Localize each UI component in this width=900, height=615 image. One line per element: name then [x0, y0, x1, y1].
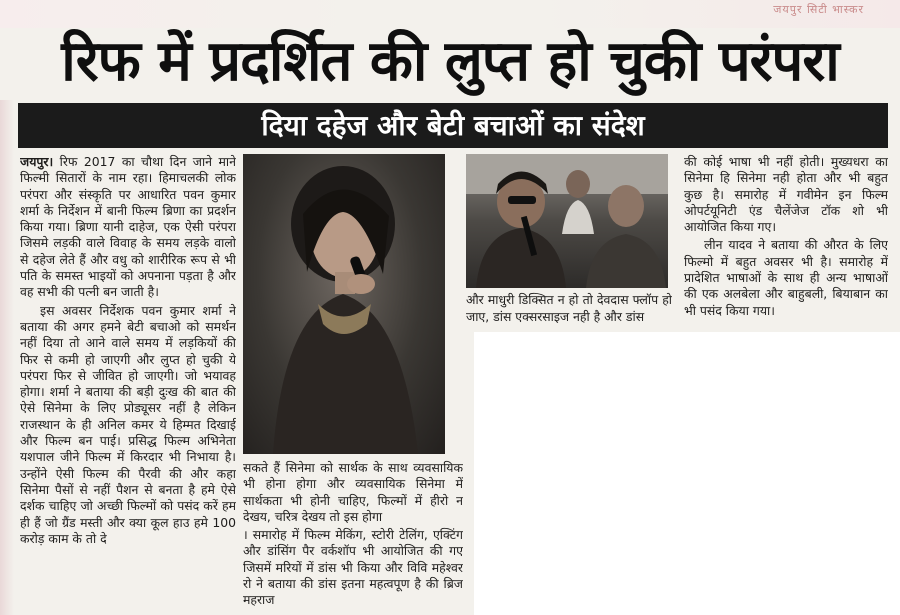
- photo2-illustration: [466, 154, 668, 288]
- article-column-3: [684, 154, 888, 326]
- column3-paragraph-1: की कोई भाषा भी नहीं होती। मुख्यधरा का सिनेमा हि सिनेमा नही होता और भी बहुत कुछ है। समारोह में गवीमेन इन फिल्म ओपर्टयूनिटी एंड चैलेंजेज टॉक शो भी आयोजित किया गए।: [684, 154, 888, 235]
- article-column-1: [20, 154, 236, 615]
- headline: रिफ में प्रदर्शित की लुप्त हो चुकी परंपरा: [61, 29, 839, 94]
- man-speaking-at-panel-photo: [466, 154, 668, 288]
- corner-section-label: जयपुर सिटी भास्कर: [773, 3, 864, 16]
- dateline: जयपुर।: [20, 154, 54, 169]
- column2-paragraph-1: सकते हैं सिनेमा को सार्थक के साथ व्यवसायिक भी होना होगा और व्यवसायिक सिनेमा में सार्थकता भी होनी चाहिए, फिल्मों में हीरो न देखय, चरित्र देखय तो इस होगा: [243, 460, 463, 524]
- photo1-illustration: [243, 154, 445, 454]
- subheadline-bar: दिया दहेज और बेटी बचाओं का संदेश: [18, 103, 888, 148]
- column1-paragraph-1: [20, 154, 236, 301]
- column3-paragraph-2: लीन यादव ने बताया की औरत के लिए फिल्मो में बहुत अवसर भी है। समारोह में प्रादेशित भाषाओं के साथ ही अन्य भाषाओं की एक अलबेला और बाहुबली, बियाबान का भी पसंद किया गया।: [684, 237, 888, 318]
- column1-paragraph-2: इस अवसर निर्देशक पवन कुमार शर्मा ने बताया की अगर हमने बेटी बचाओ को समर्थन नहीं दिया तो आने वाले समय में लड़कियों की फिर से कमी हो जाएगी और लुप्त हो चुकी ये परंपरा फिर से जीवित हो जाएगी। जो भयावह होगा। शर्मा ने बताया की बड़ी दुःख की बात की ऐसे सिनेमा के लिए प्रोड्यूसर नहीं है लेकिन राजस्थान के ही अनिल कमर ये हिम्मत दिखाई और फिल्म बन पाई। प्रसिद्ध फिल्म अभिनेता यशपाल जीने फिल्म में किरदार भी निभाया है। उन्होंने ऐसी फिल्म की पैरवी की और कहा सिनेमा पैसों से नहीं पैशन से बनता है हमे ऐसे दर्शक चाहिए जो अच्छी फिल्मों को पसंद करें हम ही हैं जो ग्रैंड मस्ती और क्या कूल हाउ हमे 100 करोड़ काम के तो दे: [20, 302, 236, 546]
- blank-area: [474, 332, 900, 615]
- column1-paragraph-1-text: रिफ 2017 का चौथा दिन जाने माने फिल्मी सितारों के नाम रहा। हिमाचलकी लोक परंपरा और संस्कृति पर आधारित पवन कुमार शर्मा के निर्देशन में बानी फिल्म ब्रिणा का प्रदर्शन किया गया। ब्रिणा यानी दाहेज, एक ऐसी परंपरा जिसमे लड़की वाले विवाह के समय लड़के वालो से दहेज लेते हैं और वधु को शारीरिक रूप से भी पति के समस्त भाइयों को अपनाना पड़ता है और वह सभी की पत्नी बन जाती है।: [20, 154, 236, 300]
- column2-paragraph-2: । समारोह में फिल्म मेकिंग, स्टोरी टेलिंग, एक्टिंग और डांसिंग पैर वर्कशॉप भी आयोजित की गए जिसमें मरियों में डांस भी किया और विवि महेश्वर रो ने बताया की डांस इतना महत्वपूण है की ब्रिज महराज: [243, 527, 463, 608]
- article-column-2: [243, 460, 463, 615]
- woman-speaking-into-microphone-photo: [243, 154, 445, 454]
- left-margin-shadow: [0, 100, 14, 615]
- photo-caption: और माधुरी डिक्सित न हो तो देवदास फ्लॉप हो जाए, डांस एक्सरसाइज नही है और डांस: [466, 292, 672, 324]
